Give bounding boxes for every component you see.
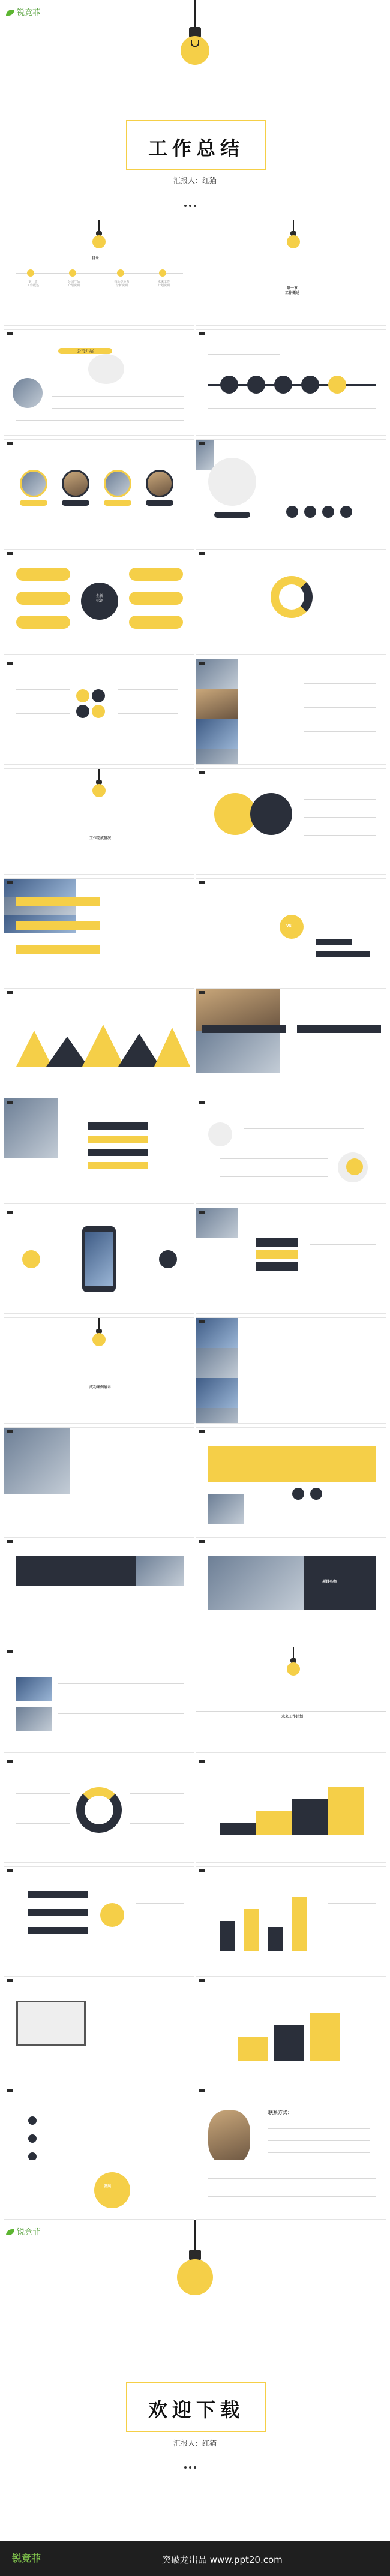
section-4-title: 成功案例展示 (89, 1385, 111, 1389)
section-1-title: 第一章 工作概述 (284, 286, 299, 295)
slide-section-3[interactable] (4, 768, 194, 875)
slide-header (7, 1101, 14, 1105)
slide-header (199, 1760, 206, 1764)
lightbulb-icon (180, 0, 210, 72)
slide-monitor[interactable] (196, 1208, 386, 1314)
slide-bar-chart[interactable] (196, 1866, 386, 1972)
lightbulb-icon (88, 220, 110, 256)
slide-header (7, 1540, 14, 1544)
slide-header (7, 662, 14, 666)
slide-yellow-block[interactable] (196, 1427, 386, 1533)
slide-header (7, 1211, 14, 1215)
slide-header (7, 2089, 14, 2093)
ending-title-box (126, 2382, 266, 2432)
slide-header (7, 1869, 14, 1874)
slide-header (7, 1650, 14, 1654)
slide-yearly-bars[interactable] (196, 1976, 386, 2082)
slide-header (199, 1869, 206, 1874)
slide-header (7, 1430, 14, 1434)
slide-header (199, 1320, 206, 1325)
slide-mountain-chart[interactable] (4, 988, 194, 1094)
footer-logo[interactable]: 锐竞菲 (12, 2553, 41, 2564)
section-6-title: 未来工作计划 (281, 1715, 303, 1719)
contents-item-1[interactable]: 第一章 工作概述 (26, 280, 39, 287)
slide-header (7, 1979, 14, 1983)
mountain-chart (4, 989, 194, 1094)
page-dots (183, 198, 197, 209)
slide-section-6[interactable] (196, 1647, 386, 1753)
page-dots (183, 2460, 197, 2471)
slide-city-photos[interactable] (4, 1647, 194, 1753)
slide-review[interactable] (4, 1098, 194, 1204)
leaf-icon (6, 2229, 14, 2235)
brand-name: 锐竞菲 (17, 2228, 41, 2237)
slide-header (199, 1211, 206, 1215)
slide-header (199, 1979, 206, 1983)
slide-section-1[interactable] (196, 220, 386, 326)
slide-team[interactable] (4, 439, 194, 545)
slide-steps[interactable] (196, 1757, 386, 1863)
slide-develop[interactable] (4, 2160, 194, 2220)
lightbulb-icon (180, 2220, 210, 2304)
slide-header (199, 991, 206, 995)
ending-slide (0, 2220, 390, 2576)
slide-hex-diagram[interactable] (4, 549, 194, 655)
company-intro-tag: 公司介绍 (58, 348, 112, 354)
slide-header (199, 1540, 206, 1544)
slide-handshake[interactable] (4, 1427, 194, 1533)
slide-header (199, 662, 206, 666)
section-3-title: 工作完成情况 (89, 836, 111, 840)
develop-title: 发展 (104, 2184, 112, 2188)
slide-list-photos[interactable] (4, 878, 194, 984)
ending-title: 欢迎下载 (148, 2398, 244, 2421)
slide-numbered-points[interactable] (4, 659, 194, 765)
slide-ring[interactable] (4, 1757, 194, 1863)
contact-title: 联系方式： (268, 2110, 292, 2115)
lightbulb-icon (88, 769, 110, 805)
slide-header (7, 552, 14, 556)
slide-header (199, 771, 206, 776)
slide-header (7, 442, 14, 446)
brand-logo (6, 2226, 40, 2237)
slide-section-5[interactable] (196, 1537, 386, 1643)
slide-header (199, 2089, 206, 2093)
cover-title: 工作总结 (148, 137, 244, 160)
slide-header (199, 1430, 206, 1434)
vs-label: VS (286, 924, 292, 928)
section-5-title: 项目名称 (322, 1580, 337, 1584)
slide-header (7, 332, 14, 337)
brand-name: 锐竞菲 (17, 8, 41, 17)
slide-donut[interactable] (196, 549, 386, 655)
contents-item-4[interactable]: 未来工作 计划说明 (157, 280, 170, 287)
slide-vs[interactable] (196, 878, 386, 984)
footer-site[interactable]: 突破龙出品 www.ppt20.com (162, 2554, 283, 2565)
slide-circles-text[interactable] (196, 1098, 386, 1204)
slide-contents[interactable] (4, 220, 194, 326)
slide-profile[interactable] (196, 439, 386, 545)
slide-photo-banner[interactable] (196, 988, 386, 1094)
cover-title-box (126, 120, 266, 170)
contents-heading: 目录 (92, 256, 100, 260)
footer-bar (0, 2541, 390, 2576)
slide-header (199, 1101, 206, 1105)
slide-header (199, 442, 206, 446)
slide-header (199, 881, 206, 885)
slide-photo-grid[interactable] (196, 659, 386, 765)
brand-logo (6, 6, 40, 17)
slide-phone-mockup[interactable] (4, 1208, 194, 1314)
slide-header (7, 881, 14, 885)
slide-company-intro[interactable] (4, 329, 194, 436)
hex-center-label: 全新 标题 (95, 594, 103, 603)
slide-timeline[interactable] (196, 329, 386, 436)
slide-laptop[interactable] (4, 1976, 194, 2082)
slide-notes[interactable] (196, 2160, 386, 2220)
lightbulb-icon (283, 220, 304, 256)
slide-bullet-list[interactable] (4, 1866, 194, 1972)
slide-heart[interactable] (196, 768, 386, 875)
slide-header (199, 332, 206, 337)
leaf-icon (6, 10, 14, 16)
cover-reporter: 汇报人：红猫 (173, 176, 217, 185)
slide-header (7, 1760, 14, 1764)
ending-reporter: 汇报人：红猫 (173, 2439, 217, 2448)
contents-item-2[interactable]: 公司产品 介绍说明 (67, 280, 80, 287)
cover-slide (0, 0, 390, 216)
lightbulb-icon (283, 1647, 304, 1683)
slide-section-4[interactable] (4, 1317, 194, 1424)
contents-item-3[interactable]: 核心竞争力 分析说明 (114, 280, 130, 287)
slide-cases-photos[interactable] (196, 1317, 386, 1424)
slide-header (199, 552, 206, 556)
lightbulb-icon (88, 1318, 110, 1354)
slide-dark-banner[interactable] (4, 1537, 194, 1643)
